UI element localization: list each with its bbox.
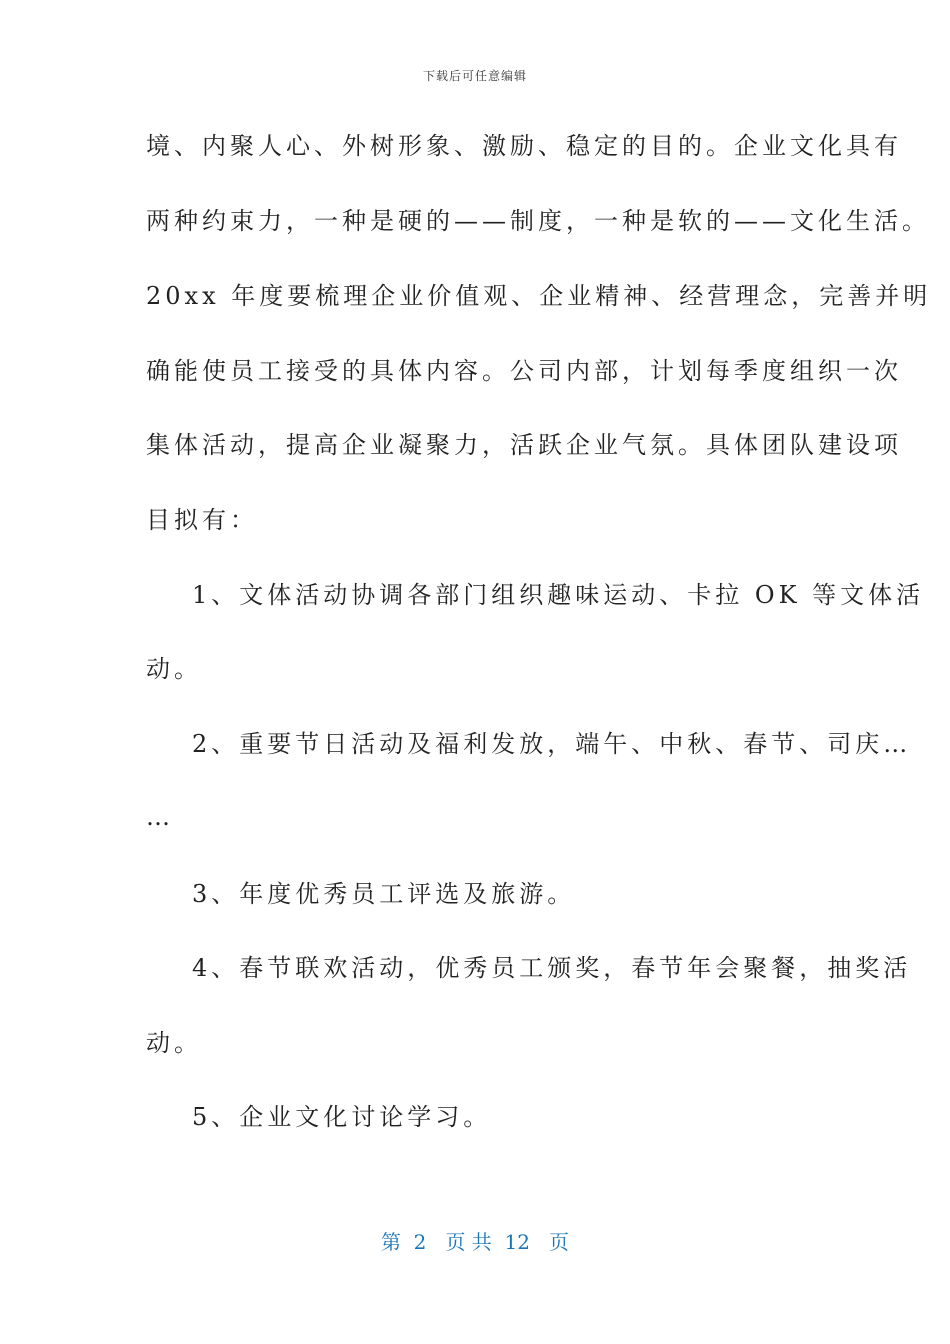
list-item-line: 4、春节联欢活动，优秀员工颁奖，春节年会聚餐，抽奖活 (192, 954, 912, 982)
list-item-line: 1、文体活动协调各部门组织趣味运动、卡拉 OK 等文体活 (192, 581, 925, 609)
page-number: 第 2 页 共 12 页 (380, 1230, 570, 1254)
list-item-line: 5、企业文化讨论学习。 (192, 1103, 492, 1131)
list-item-line: 动。 (146, 1029, 202, 1057)
paragraph-line: 集体活动，提高企业凝聚力，活跃企业气氛。具体团队建设项 (146, 431, 902, 459)
header-note: 下载后可任意编辑 (422, 69, 527, 83)
paragraph-line: 确能使员工接受的具体内容。公司内部，计划每季度组织一次 (146, 357, 902, 385)
list-item-line: … (146, 803, 174, 831)
paragraph-line: 目拟有： (146, 506, 258, 534)
paragraph-line: 两种约束力，一种是硬的——制度，一种是软的——文化生活。 (146, 207, 930, 235)
paragraph-line: 20xx 年度要梳理企业价值观、企业精神、经营理念，完善并明 (146, 282, 932, 310)
list-item-line: 3、年度优秀员工评选及旅游。 (192, 880, 576, 908)
paragraph-line: 境、内聚人心、外树形象、激励、稳定的目的。企业文化具有 (146, 132, 902, 160)
list-item-line: 2、重要节日活动及福利发放，端午、中秋、春节、司庆… (192, 730, 912, 758)
list-item-line: 动。 (146, 655, 202, 683)
